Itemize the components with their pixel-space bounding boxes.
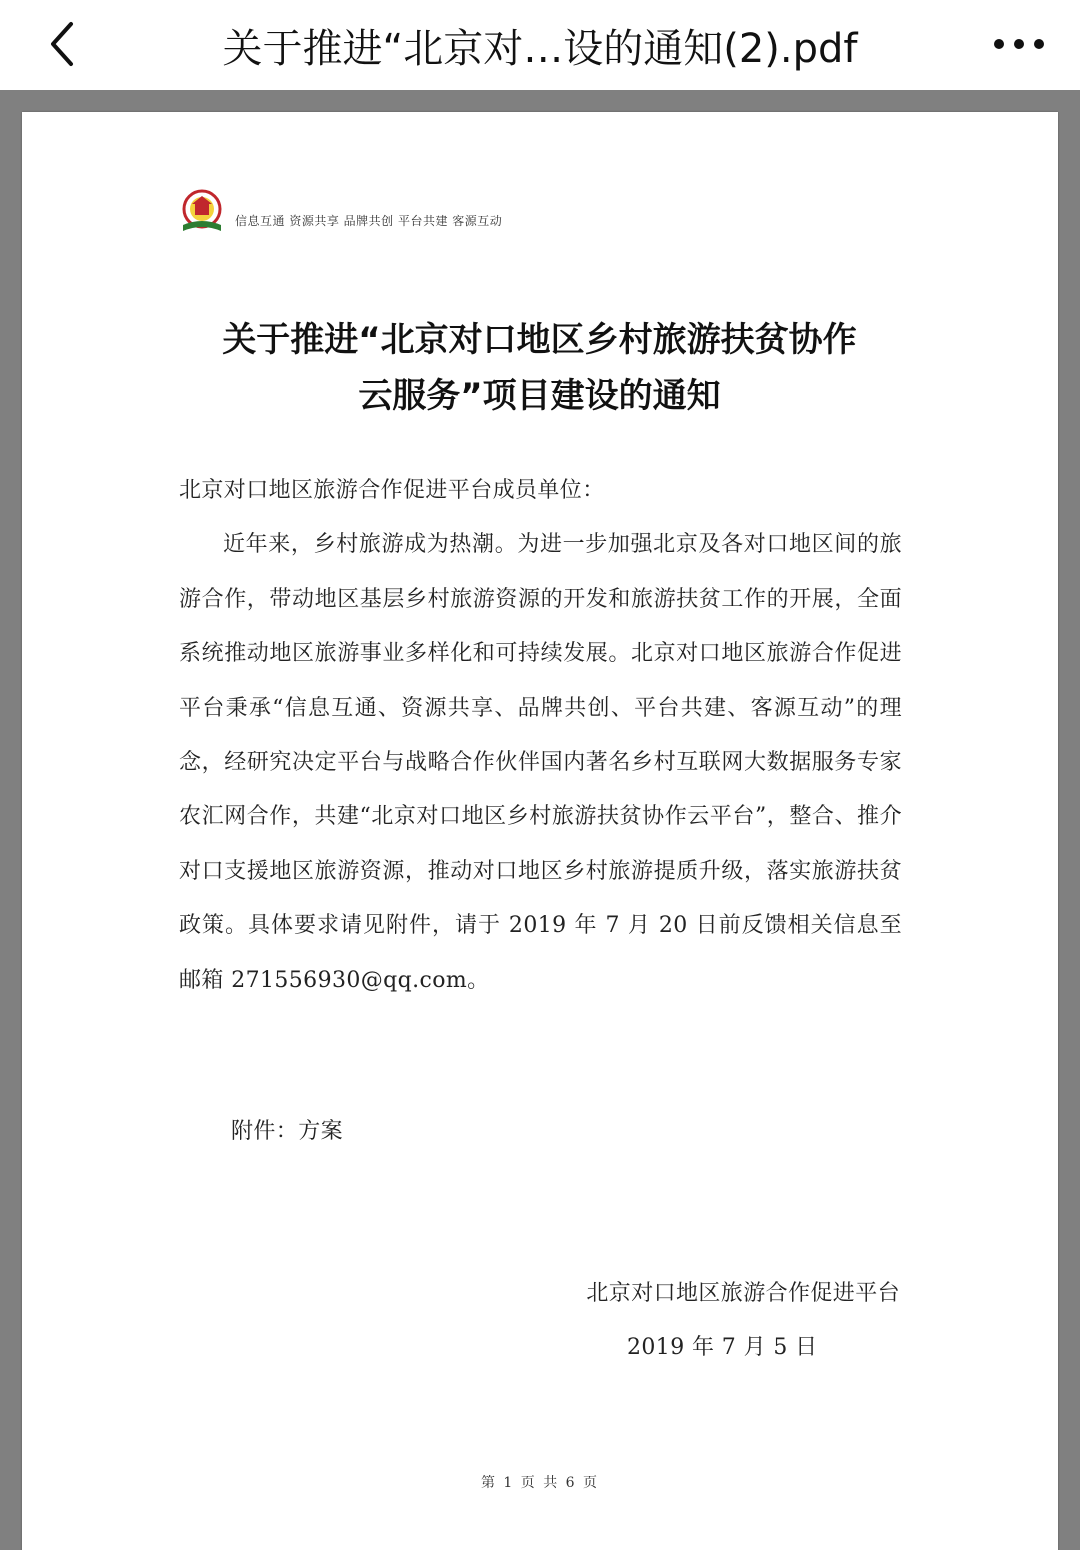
notice-title — [177, 312, 902, 424]
signature-date: 2019 年 7 月 5 日 — [627, 1335, 818, 1360]
notice-title-line-1: 关于推进“北京对口地区乡村旅游扶贫协作 — [222, 320, 857, 360]
organization-logo-icon — [177, 187, 227, 237]
signature-organization: 北京对口地区旅游合作促进平台 — [586, 1281, 900, 1306]
pdf-page — [22, 112, 1058, 1550]
document-title: 关于推进“北京对…设的通知(2).pdf — [222, 25, 858, 72]
letterhead — [177, 187, 502, 237]
more-horizontal-icon — [991, 37, 1047, 51]
letterhead-slogan: 信息互通 资源共享 品牌共创 平台共建 客源互动 — [235, 213, 503, 228]
salutation: 北京对口地区旅游合作促进平台成员单位： — [179, 478, 605, 503]
pdf-viewer[interactable] — [0, 90, 1080, 1550]
body-paragraph: 近年来，乡村旅游成为热潮。为进一步加强北京及各对口地区间的旅游合作，带动地区基层乡村旅游资源的开发和旅游扶贫工作的开展，全面系统推动地区旅游事业多样化和可持续发展。北京对口地区旅游合作促进平台秉承“信息互通、资源共享、品牌共创、平台共建、客源互动”的理念，经研究决定平台与战略合作伙伴国内著名乡村互联网大数据服务专家农汇网合作，共建“北京对口地区乡村旅游扶贫协作云平台”，整合、推介对口支援地区旅游资源，推动对口地区乡村旅游提质升级，落实旅游扶贫政策。具体要求请见附件，请于 2019 年 7 月 20 日前反馈相关信息至邮箱 271556930@qq.com。 — [179, 532, 902, 993]
more-options-button[interactable] — [984, 14, 1054, 74]
back-button[interactable] — [32, 14, 92, 74]
notice-title-line-2: 云服务”项目建设的通知 — [358, 376, 721, 416]
page-number: 第 1 页 共 6 页 — [480, 1475, 600, 1491]
attachment-line: 附件：方案 — [231, 1119, 344, 1144]
top-navigation-bar — [0, 0, 1080, 90]
notice-body — [179, 464, 902, 1008]
chevron-left-icon — [45, 20, 79, 68]
